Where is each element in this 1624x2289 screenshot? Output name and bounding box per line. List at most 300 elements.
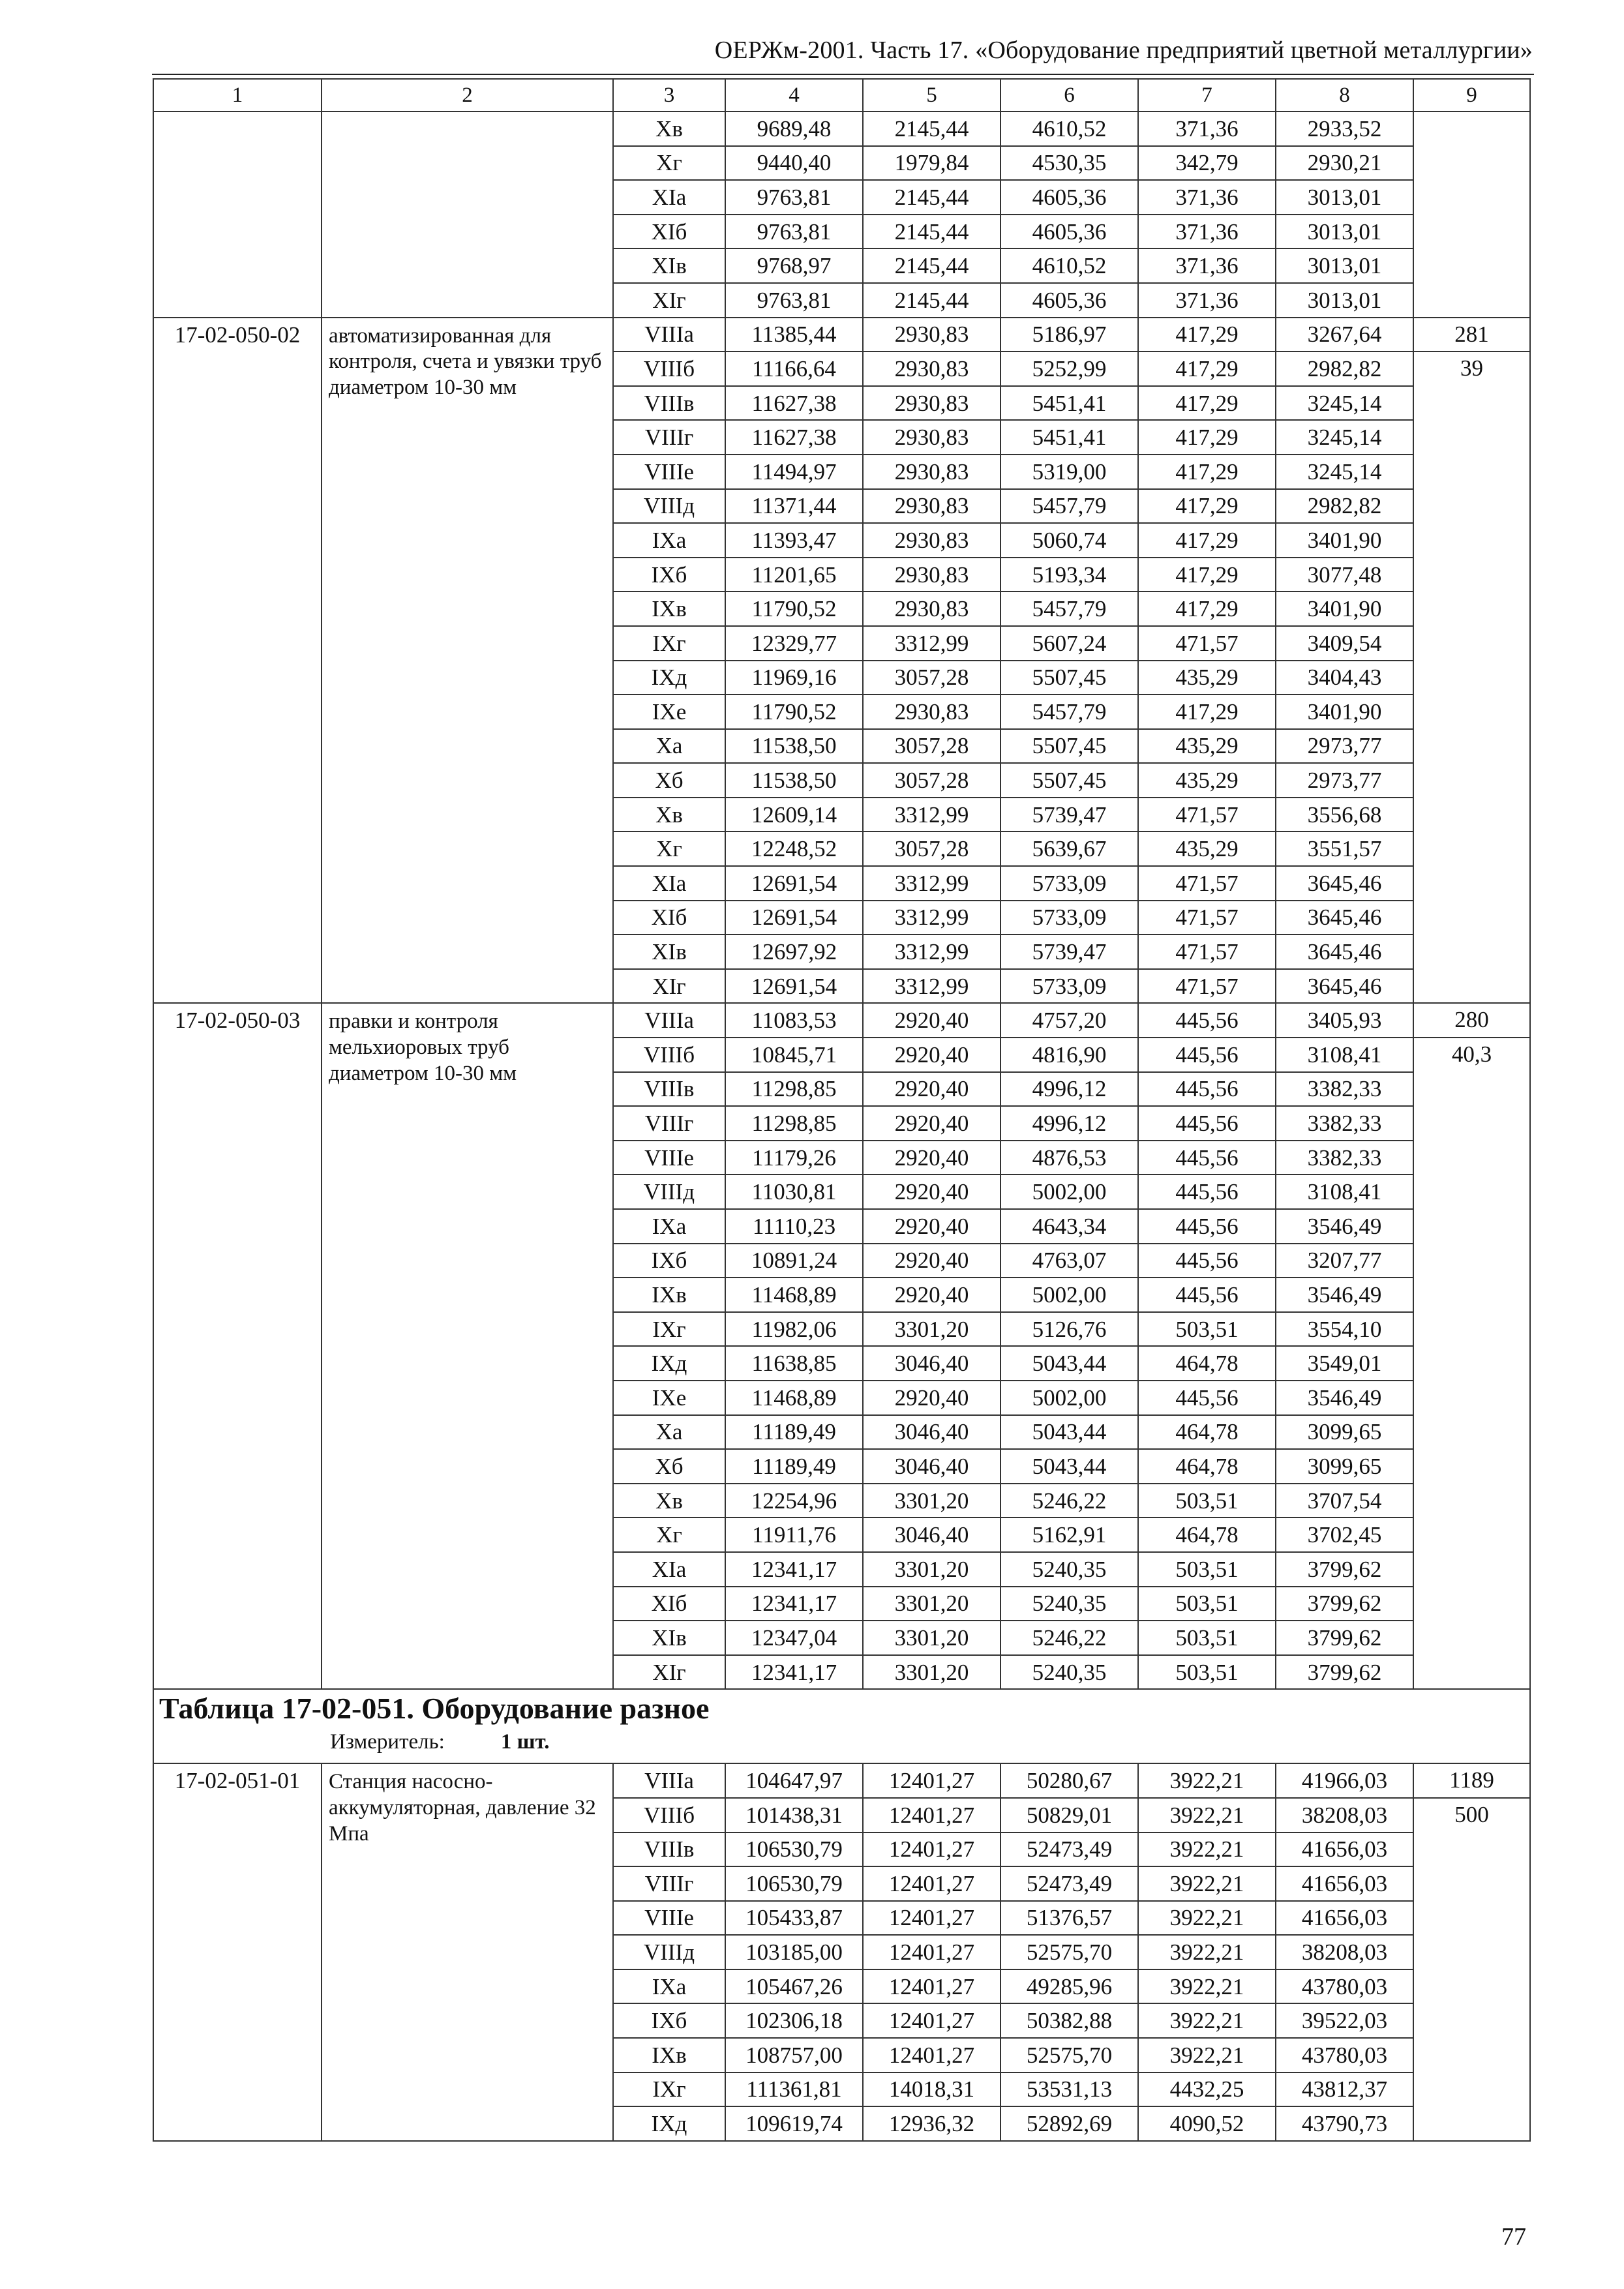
value-cell: 103185,00 xyxy=(725,1935,863,1969)
value-cell: 3401,90 xyxy=(1276,695,1413,729)
value-cell: 5246,22 xyxy=(1000,1621,1138,1655)
code-cell xyxy=(153,112,322,318)
value-cell: 5319,00 xyxy=(1000,455,1138,489)
value-cell: 2145,44 xyxy=(863,283,1000,318)
value-cell: 5457,79 xyxy=(1000,489,1138,524)
value-cell: 5246,22 xyxy=(1000,1484,1138,1518)
value-cell: 111361,81 xyxy=(725,2072,863,2107)
value-cell: 3645,46 xyxy=(1276,969,1413,1004)
value-cell: 11201,65 xyxy=(725,558,863,592)
value-cell: 12401,27 xyxy=(863,1969,1000,2004)
value-cell: 2920,40 xyxy=(863,1278,1000,1312)
zone-cell: XIа xyxy=(613,180,725,215)
value-cell: 5639,67 xyxy=(1000,831,1138,866)
column-9-value: 500 xyxy=(1454,1801,1489,1827)
zone-cell: IXг xyxy=(613,626,725,661)
value-cell: 5060,74 xyxy=(1000,523,1138,558)
value-cell: 11982,06 xyxy=(725,1312,863,1347)
value-cell: 417,29 xyxy=(1138,455,1276,489)
value-cell: 11393,47 xyxy=(725,523,863,558)
value-cell: 2920,40 xyxy=(863,1381,1000,1415)
value-cell: 4610,52 xyxy=(1000,248,1138,283)
value-cell: 3546,49 xyxy=(1276,1209,1413,1244)
value-cell: 371,36 xyxy=(1138,112,1276,146)
value-cell: 52575,70 xyxy=(1000,2038,1138,2072)
value-cell: 445,56 xyxy=(1138,1072,1276,1107)
zone-cell: VIIIв xyxy=(613,1833,725,1867)
value-cell: 9763,81 xyxy=(725,283,863,318)
value-cell: 3301,20 xyxy=(863,1552,1000,1587)
value-cell: 3267,64 xyxy=(1276,318,1413,352)
value-cell: 11538,50 xyxy=(725,729,863,764)
value-cell: 11969,16 xyxy=(725,661,863,695)
value-cell: 435,29 xyxy=(1138,661,1276,695)
value-cell: 12401,27 xyxy=(863,1833,1000,1867)
value-cell: 2930,83 xyxy=(863,352,1000,386)
value-cell: 2920,40 xyxy=(863,1174,1000,1209)
value-cell: 5507,45 xyxy=(1000,763,1138,798)
section-cell xyxy=(153,1689,1530,1763)
value-cell: 2982,82 xyxy=(1276,352,1413,386)
value-cell: 503,51 xyxy=(1138,1621,1276,1655)
value-cell: 11790,52 xyxy=(725,695,863,729)
unit-value: 1 шт. xyxy=(500,1730,550,1754)
value-cell: 14018,31 xyxy=(863,2072,1000,2107)
value-cell: 3312,99 xyxy=(863,798,1000,832)
value-cell: 41966,03 xyxy=(1276,1763,1413,1798)
value-cell: 3046,40 xyxy=(863,1346,1000,1381)
value-cell: 43790,73 xyxy=(1276,2106,1413,2141)
value-cell: 3645,46 xyxy=(1276,935,1413,969)
value-cell: 5193,34 xyxy=(1000,558,1138,592)
value-cell: 109619,74 xyxy=(725,2106,863,2141)
value-cell: 5043,44 xyxy=(1000,1415,1138,1450)
value-cell: 417,29 xyxy=(1138,591,1276,626)
value-cell: 11627,38 xyxy=(725,420,863,455)
zone-cell: VIIIд xyxy=(613,489,725,524)
value-cell: 3301,20 xyxy=(863,1621,1000,1655)
value-cell: 445,56 xyxy=(1138,1038,1276,1072)
value-cell: 3077,48 xyxy=(1276,558,1413,592)
value-cell: 464,78 xyxy=(1138,1415,1276,1450)
value-cell: 50829,01 xyxy=(1000,1798,1138,1833)
value-cell: 445,56 xyxy=(1138,1141,1276,1175)
value-cell: 5126,76 xyxy=(1000,1312,1138,1347)
value-cell: 435,29 xyxy=(1138,831,1276,866)
value-cell: 3401,90 xyxy=(1276,591,1413,626)
value-cell: 43780,03 xyxy=(1276,2038,1413,2072)
page-number: 77 xyxy=(1501,2223,1526,2251)
value-cell: 464,78 xyxy=(1138,1449,1276,1484)
value-cell: 41656,03 xyxy=(1276,1833,1413,1867)
value-cell: 12401,27 xyxy=(863,1763,1000,1798)
value-cell: 1979,84 xyxy=(863,146,1000,181)
value-cell: 52575,70 xyxy=(1000,1935,1138,1969)
value-cell: 5002,00 xyxy=(1000,1381,1138,1415)
column-number: 3 xyxy=(613,79,725,112)
value-cell: 49285,96 xyxy=(1000,1969,1138,2004)
value-cell: 371,36 xyxy=(1138,248,1276,283)
table-row xyxy=(153,318,1530,352)
page-header: ОЕРЖм-2001. Часть 17. «Оборудование предприятий цветной металлургии» xyxy=(714,37,1533,64)
value-cell: 4090,52 xyxy=(1138,2106,1276,2141)
value-cell: 5457,79 xyxy=(1000,591,1138,626)
name-cell xyxy=(322,112,613,318)
value-cell: 12936,32 xyxy=(863,2106,1000,2141)
value-cell: 12341,17 xyxy=(725,1587,863,1621)
zone-cell: Xв xyxy=(613,1484,725,1518)
value-cell: 102306,18 xyxy=(725,2003,863,2038)
value-cell: 3922,21 xyxy=(1138,1901,1276,1936)
value-cell: 3645,46 xyxy=(1276,901,1413,935)
value-cell: 3799,62 xyxy=(1276,1552,1413,1587)
value-cell: 52473,49 xyxy=(1000,1866,1138,1901)
value-cell: 12401,27 xyxy=(863,1901,1000,1936)
value-cell: 2920,40 xyxy=(863,1209,1000,1244)
zone-cell: XIб xyxy=(613,215,725,249)
value-cell: 11179,26 xyxy=(725,1141,863,1175)
zone-cell: Xа xyxy=(613,729,725,764)
zone-cell: IXд xyxy=(613,2106,725,2141)
value-cell: 3245,14 xyxy=(1276,420,1413,455)
value-cell: 5607,24 xyxy=(1000,626,1138,661)
value-cell: 11790,52 xyxy=(725,591,863,626)
value-cell: 3312,99 xyxy=(863,866,1000,901)
value-cell: 3382,33 xyxy=(1276,1141,1413,1175)
value-cell: 12329,77 xyxy=(725,626,863,661)
value-cell: 9763,81 xyxy=(725,180,863,215)
value-cell: 10845,71 xyxy=(725,1038,863,1072)
value-cell: 3207,77 xyxy=(1276,1244,1413,1278)
column-number: 7 xyxy=(1138,79,1276,112)
value-cell: 471,57 xyxy=(1138,798,1276,832)
value-cell: 3382,33 xyxy=(1276,1072,1413,1107)
value-cell: 5043,44 xyxy=(1000,1449,1138,1484)
value-cell: 11494,97 xyxy=(725,455,863,489)
value-cell: 11538,50 xyxy=(725,763,863,798)
column-9-value: 39 xyxy=(1460,355,1483,382)
value-cell: 12609,14 xyxy=(725,798,863,832)
zone-cell: IXб xyxy=(613,2003,725,2038)
value-cell: 417,29 xyxy=(1138,489,1276,524)
value-cell: 106530,79 xyxy=(725,1833,863,1867)
value-cell: 2930,83 xyxy=(863,455,1000,489)
zone-cell: VIIIб xyxy=(613,1798,725,1833)
value-cell: 3057,28 xyxy=(863,661,1000,695)
zone-cell: IXв xyxy=(613,591,725,626)
value-cell: 3301,20 xyxy=(863,1587,1000,1621)
value-cell: 4996,12 xyxy=(1000,1106,1138,1141)
column-9-cell xyxy=(1413,318,1530,1004)
zone-cell: IXе xyxy=(613,695,725,729)
value-cell: 2930,83 xyxy=(863,420,1000,455)
value-cell: 3546,49 xyxy=(1276,1381,1413,1415)
value-cell: 471,57 xyxy=(1138,969,1276,1004)
value-cell: 3799,62 xyxy=(1276,1655,1413,1690)
value-cell: 43780,03 xyxy=(1276,1969,1413,2004)
value-cell: 471,57 xyxy=(1138,626,1276,661)
value-cell: 11189,49 xyxy=(725,1449,863,1484)
table-row xyxy=(153,112,1530,146)
value-cell: 3799,62 xyxy=(1276,1587,1413,1621)
code-cell: 17-02-050-02 xyxy=(153,318,322,1004)
value-cell: 2930,21 xyxy=(1276,146,1413,181)
value-cell: 3799,62 xyxy=(1276,1621,1413,1655)
column-number-row xyxy=(153,79,1530,112)
value-cell: 3108,41 xyxy=(1276,1038,1413,1072)
value-cell: 3312,99 xyxy=(863,901,1000,935)
value-cell: 3922,21 xyxy=(1138,1866,1276,1901)
value-cell: 503,51 xyxy=(1138,1484,1276,1518)
value-cell: 445,56 xyxy=(1138,1003,1276,1038)
value-cell: 435,29 xyxy=(1138,729,1276,764)
value-cell: 503,51 xyxy=(1138,1312,1276,1347)
value-cell: 3554,10 xyxy=(1276,1312,1413,1347)
value-cell: 12248,52 xyxy=(725,831,863,866)
value-cell: 11189,49 xyxy=(725,1415,863,1450)
column-number: 1 xyxy=(153,79,322,112)
value-cell: 12401,27 xyxy=(863,2038,1000,2072)
value-cell: 12697,92 xyxy=(725,935,863,969)
value-cell: 11468,89 xyxy=(725,1278,863,1312)
value-cell: 5739,47 xyxy=(1000,798,1138,832)
value-cell: 3013,01 xyxy=(1276,180,1413,215)
value-cell: 3013,01 xyxy=(1276,215,1413,249)
value-cell: 12691,54 xyxy=(725,901,863,935)
value-cell: 3046,40 xyxy=(863,1415,1000,1450)
value-cell: 2145,44 xyxy=(863,215,1000,249)
value-cell: 3556,68 xyxy=(1276,798,1413,832)
value-cell: 3922,21 xyxy=(1138,1969,1276,2004)
zone-cell: XIв xyxy=(613,935,725,969)
value-cell: 503,51 xyxy=(1138,1587,1276,1621)
value-cell: 5733,09 xyxy=(1000,866,1138,901)
value-cell: 11298,85 xyxy=(725,1072,863,1107)
zone-cell: IXб xyxy=(613,1244,725,1278)
zone-cell: Xа xyxy=(613,1415,725,1450)
value-cell: 3702,45 xyxy=(1276,1518,1413,1552)
value-cell: 3922,21 xyxy=(1138,1833,1276,1867)
value-cell: 5240,35 xyxy=(1000,1587,1138,1621)
value-cell: 2920,40 xyxy=(863,1038,1000,1072)
value-cell: 4763,07 xyxy=(1000,1244,1138,1278)
value-cell: 9763,81 xyxy=(725,215,863,249)
value-cell: 445,56 xyxy=(1138,1278,1276,1312)
value-cell: 12691,54 xyxy=(725,969,863,1004)
zone-cell: XIг xyxy=(613,283,725,318)
value-cell: 43812,37 xyxy=(1276,2072,1413,2107)
value-cell: 12401,27 xyxy=(863,2003,1000,2038)
value-cell: 9689,48 xyxy=(725,112,863,146)
column-number: 5 xyxy=(863,79,1000,112)
value-cell: 417,29 xyxy=(1138,523,1276,558)
zone-cell: IXе xyxy=(613,1381,725,1415)
value-cell: 417,29 xyxy=(1138,558,1276,592)
value-cell: 4605,36 xyxy=(1000,215,1138,249)
value-cell: 2920,40 xyxy=(863,1003,1000,1038)
value-cell: 11911,76 xyxy=(725,1518,863,1552)
zone-cell: IXа xyxy=(613,523,725,558)
zone-cell: VIIIа xyxy=(613,1003,725,1038)
value-cell: 105467,26 xyxy=(725,1969,863,2004)
zone-cell: IXа xyxy=(613,1209,725,1244)
value-cell: 5451,41 xyxy=(1000,420,1138,455)
value-cell: 5451,41 xyxy=(1000,386,1138,421)
zone-cell: Xг xyxy=(613,146,725,181)
value-cell: 4605,36 xyxy=(1000,283,1138,318)
value-cell: 9440,40 xyxy=(725,146,863,181)
name-cell: Станция насосно-аккумуляторная, давление 32 Мпа xyxy=(322,1763,613,2141)
value-cell: 105433,87 xyxy=(725,1901,863,1936)
value-cell: 3301,20 xyxy=(863,1312,1000,1347)
zone-cell: VIIIг xyxy=(613,420,725,455)
value-cell: 2973,77 xyxy=(1276,763,1413,798)
value-cell: 5002,00 xyxy=(1000,1174,1138,1209)
value-cell: 2930,83 xyxy=(863,591,1000,626)
value-cell: 2145,44 xyxy=(863,112,1000,146)
value-cell: 5162,91 xyxy=(1000,1518,1138,1552)
value-cell: 5186,97 xyxy=(1000,318,1138,352)
value-cell: 417,29 xyxy=(1138,318,1276,352)
value-cell: 417,29 xyxy=(1138,352,1276,386)
value-cell: 342,79 xyxy=(1138,146,1276,181)
column-number: 6 xyxy=(1000,79,1138,112)
value-cell: 464,78 xyxy=(1138,1346,1276,1381)
value-cell: 3312,99 xyxy=(863,626,1000,661)
zone-cell: XIа xyxy=(613,866,725,901)
value-cell: 3312,99 xyxy=(863,969,1000,1004)
value-cell: 9768,97 xyxy=(725,248,863,283)
column-9-value: 280 xyxy=(1414,1004,1529,1038)
value-cell: 2920,40 xyxy=(863,1072,1000,1107)
zone-cell: Xв xyxy=(613,798,725,832)
value-cell: 11371,44 xyxy=(725,489,863,524)
zone-cell: Xб xyxy=(613,1449,725,1484)
value-cell: 50382,88 xyxy=(1000,2003,1138,2038)
value-cell: 503,51 xyxy=(1138,1552,1276,1587)
zone-cell: VIIIб xyxy=(613,352,725,386)
value-cell: 5507,45 xyxy=(1000,661,1138,695)
value-cell: 2930,83 xyxy=(863,523,1000,558)
value-cell: 3546,49 xyxy=(1276,1278,1413,1312)
value-cell: 3057,28 xyxy=(863,831,1000,866)
value-cell: 11385,44 xyxy=(725,318,863,352)
value-cell: 2930,83 xyxy=(863,318,1000,352)
value-cell: 2930,83 xyxy=(863,558,1000,592)
zone-cell: IXг xyxy=(613,2072,725,2107)
value-cell: 41656,03 xyxy=(1276,1901,1413,1936)
value-cell: 3922,21 xyxy=(1138,1935,1276,1969)
value-cell: 3922,21 xyxy=(1138,2038,1276,2072)
value-cell: 4432,25 xyxy=(1138,2072,1276,2107)
value-cell: 12401,27 xyxy=(863,1866,1000,1901)
value-cell: 106530,79 xyxy=(725,1866,863,1901)
value-cell: 2930,83 xyxy=(863,695,1000,729)
value-cell: 12691,54 xyxy=(725,866,863,901)
value-cell: 445,56 xyxy=(1138,1244,1276,1278)
value-cell: 4816,90 xyxy=(1000,1038,1138,1072)
value-cell: 4876,53 xyxy=(1000,1141,1138,1175)
value-cell: 3245,14 xyxy=(1276,386,1413,421)
value-cell: 5739,47 xyxy=(1000,935,1138,969)
zone-cell: XIг xyxy=(613,1655,725,1690)
value-cell: 2920,40 xyxy=(863,1141,1000,1175)
column-9-value: 281 xyxy=(1414,318,1529,353)
value-cell: 3645,46 xyxy=(1276,866,1413,901)
value-cell: 3057,28 xyxy=(863,729,1000,764)
zone-cell: VIIIг xyxy=(613,1106,725,1141)
zone-cell: VIIIа xyxy=(613,1763,725,1798)
value-cell: 10891,24 xyxy=(725,1244,863,1278)
value-cell: 371,36 xyxy=(1138,180,1276,215)
section-row xyxy=(153,1689,1530,1763)
zone-cell: VIIIа xyxy=(613,318,725,352)
value-cell: 108757,00 xyxy=(725,2038,863,2072)
zone-cell: VIIIе xyxy=(613,1901,725,1936)
value-cell: 464,78 xyxy=(1138,1518,1276,1552)
zone-cell: VIIIг xyxy=(613,1866,725,1901)
zone-cell: VIIIв xyxy=(613,386,725,421)
zone-cell: IXд xyxy=(613,1346,725,1381)
value-cell: 50280,67 xyxy=(1000,1763,1138,1798)
value-cell: 104647,97 xyxy=(725,1763,863,1798)
value-cell: 3551,57 xyxy=(1276,831,1413,866)
value-cell: 471,57 xyxy=(1138,866,1276,901)
value-cell: 371,36 xyxy=(1138,215,1276,249)
zone-cell: Xг xyxy=(613,831,725,866)
value-cell: 3922,21 xyxy=(1138,2003,1276,2038)
zone-cell: XIв xyxy=(613,1621,725,1655)
value-cell: 3057,28 xyxy=(863,763,1000,798)
value-cell: 11627,38 xyxy=(725,386,863,421)
value-cell: 417,29 xyxy=(1138,695,1276,729)
name-cell: автоматизированная для контроля, счета и увязки труб диаметром 10-30 мм xyxy=(322,318,613,1004)
value-cell: 52892,69 xyxy=(1000,2106,1138,2141)
value-cell: 445,56 xyxy=(1138,1381,1276,1415)
value-cell: 11110,23 xyxy=(725,1209,863,1244)
value-cell: 3108,41 xyxy=(1276,1174,1413,1209)
value-cell: 3409,54 xyxy=(1276,626,1413,661)
code-cell: 17-02-050-03 xyxy=(153,1003,322,1689)
value-cell: 39522,03 xyxy=(1276,2003,1413,2038)
value-cell: 2933,52 xyxy=(1276,112,1413,146)
value-cell: 5733,09 xyxy=(1000,969,1138,1004)
value-cell: 445,56 xyxy=(1138,1209,1276,1244)
value-cell: 4610,52 xyxy=(1000,112,1138,146)
value-cell: 12341,17 xyxy=(725,1552,863,1587)
value-cell: 2982,82 xyxy=(1276,489,1413,524)
zone-cell: IXб xyxy=(613,558,725,592)
table-row xyxy=(153,1763,1530,1798)
value-cell: 371,36 xyxy=(1138,283,1276,318)
zone-cell: VIIIб xyxy=(613,1038,725,1072)
value-cell: 4757,20 xyxy=(1000,1003,1138,1038)
section-title: Таблица 17-02-051. Оборудование разное xyxy=(159,1692,710,1726)
value-cell: 3922,21 xyxy=(1138,1763,1276,1798)
value-cell: 2930,83 xyxy=(863,489,1000,524)
value-cell: 11298,85 xyxy=(725,1106,863,1141)
value-cell: 3046,40 xyxy=(863,1449,1000,1484)
value-cell: 3549,01 xyxy=(1276,1346,1413,1381)
value-cell: 12254,96 xyxy=(725,1484,863,1518)
column-number: 4 xyxy=(725,79,863,112)
value-cell: 417,29 xyxy=(1138,420,1276,455)
column-9-cell xyxy=(1413,112,1530,318)
column-number: 2 xyxy=(322,79,613,112)
value-cell: 11468,89 xyxy=(725,1381,863,1415)
value-cell: 38208,03 xyxy=(1276,1798,1413,1833)
value-cell: 2145,44 xyxy=(863,248,1000,283)
